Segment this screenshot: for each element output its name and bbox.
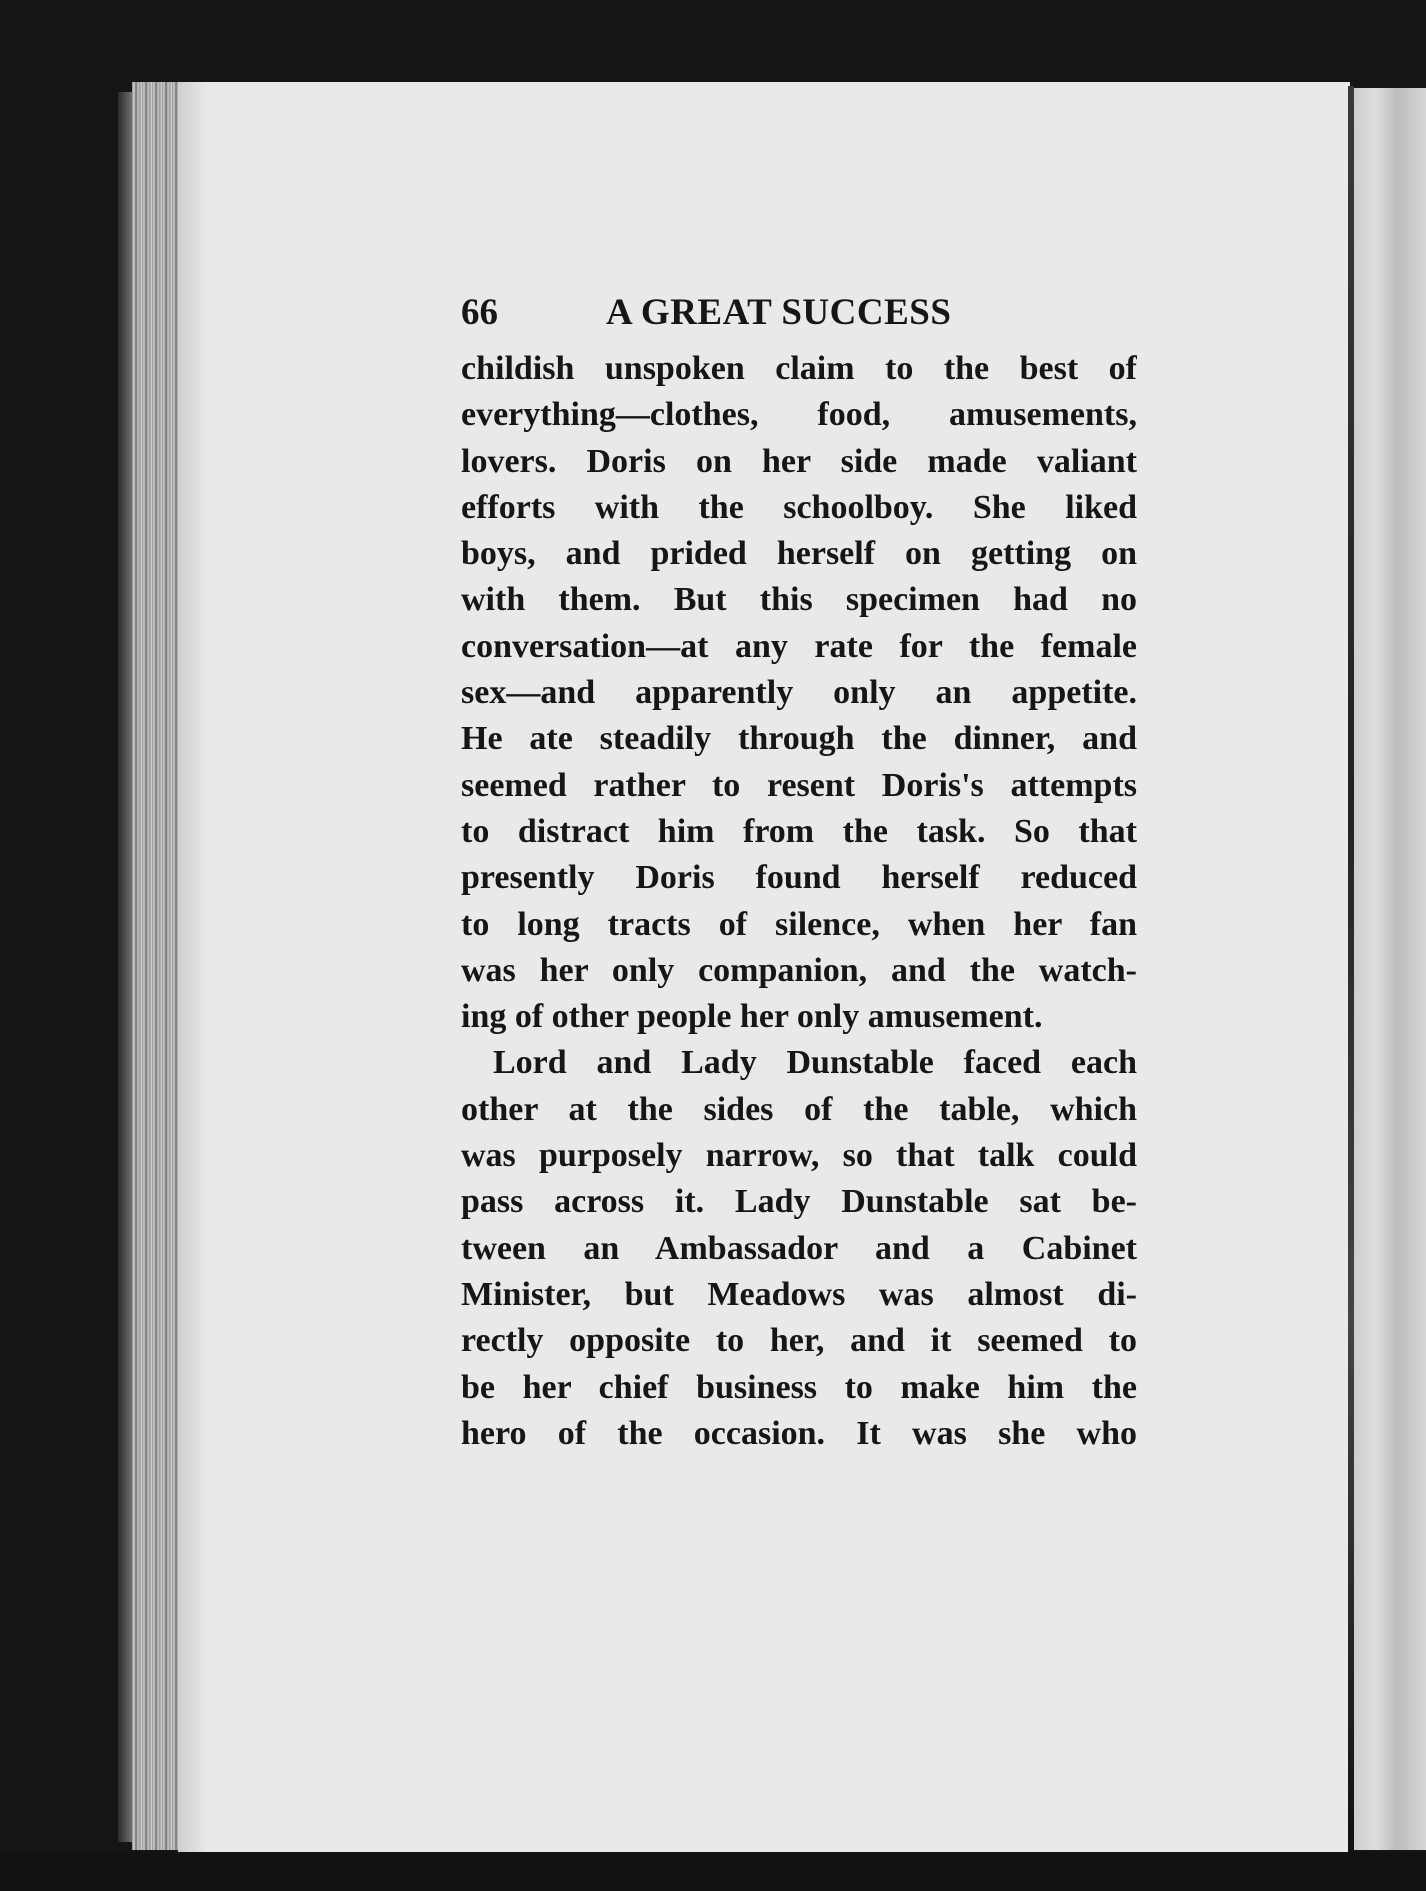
binding-shade xyxy=(178,82,208,1852)
text-line: with them. But this specimen had no xyxy=(461,581,1137,619)
text-line: presently Doris found herself reduced xyxy=(461,859,1137,897)
paragraph-first-line: Lord and Lady Dunstable faced each xyxy=(493,1044,1137,1082)
text-line: ing of other people her only amusement. xyxy=(461,998,1043,1036)
page-number: 66 xyxy=(461,292,498,333)
running-head xyxy=(461,288,1137,346)
text-line: sex—and apparently only an appetite. xyxy=(461,674,1137,712)
text-line: lovers. Doris on her side made valiant xyxy=(461,442,1137,480)
scan-bottom-border xyxy=(0,1852,1426,1891)
text-line: childish unspoken claim to the best of xyxy=(461,350,1137,387)
text-line: Minister, but Meadows was almost di- xyxy=(461,1275,1137,1313)
text-line: efforts with the schoolboy. She liked xyxy=(461,488,1137,526)
text-line: everything—clothes, food, amusements, xyxy=(461,396,1137,434)
text-line: be her chief business to make him the xyxy=(461,1368,1137,1406)
text-line: other at the sides of the table, which xyxy=(461,1090,1137,1128)
text-line: was her only companion, and the watch- xyxy=(461,951,1137,989)
text-line: rectly opposite to her, and it seemed to xyxy=(461,1322,1137,1360)
text-line: to distract him from the task. So that xyxy=(461,812,1137,850)
text-line: hero of the occasion. It was she who xyxy=(461,1414,1137,1452)
running-title: A GREAT SUCCESS xyxy=(606,292,952,333)
text-line: conversation—at any rate for the female xyxy=(461,627,1137,665)
text-line: tween an Ambassador and a Cabinet xyxy=(461,1229,1137,1267)
text-line: to long tracts of silence, when her fan xyxy=(461,905,1137,943)
text-line: pass across it. Lady Dunstable sat be- xyxy=(461,1183,1137,1221)
text-line: He ate steadily through the dinner, and xyxy=(461,720,1137,758)
text-line: seemed rather to resent Doris's attempts xyxy=(461,766,1137,804)
text-line: was purposely narrow, so that talk could xyxy=(461,1137,1137,1175)
page-text xyxy=(461,288,1137,1457)
page-edges xyxy=(132,82,180,1850)
text-line: boys, and prided herself on getting on xyxy=(461,535,1137,573)
next-page-edge xyxy=(1354,88,1426,1850)
